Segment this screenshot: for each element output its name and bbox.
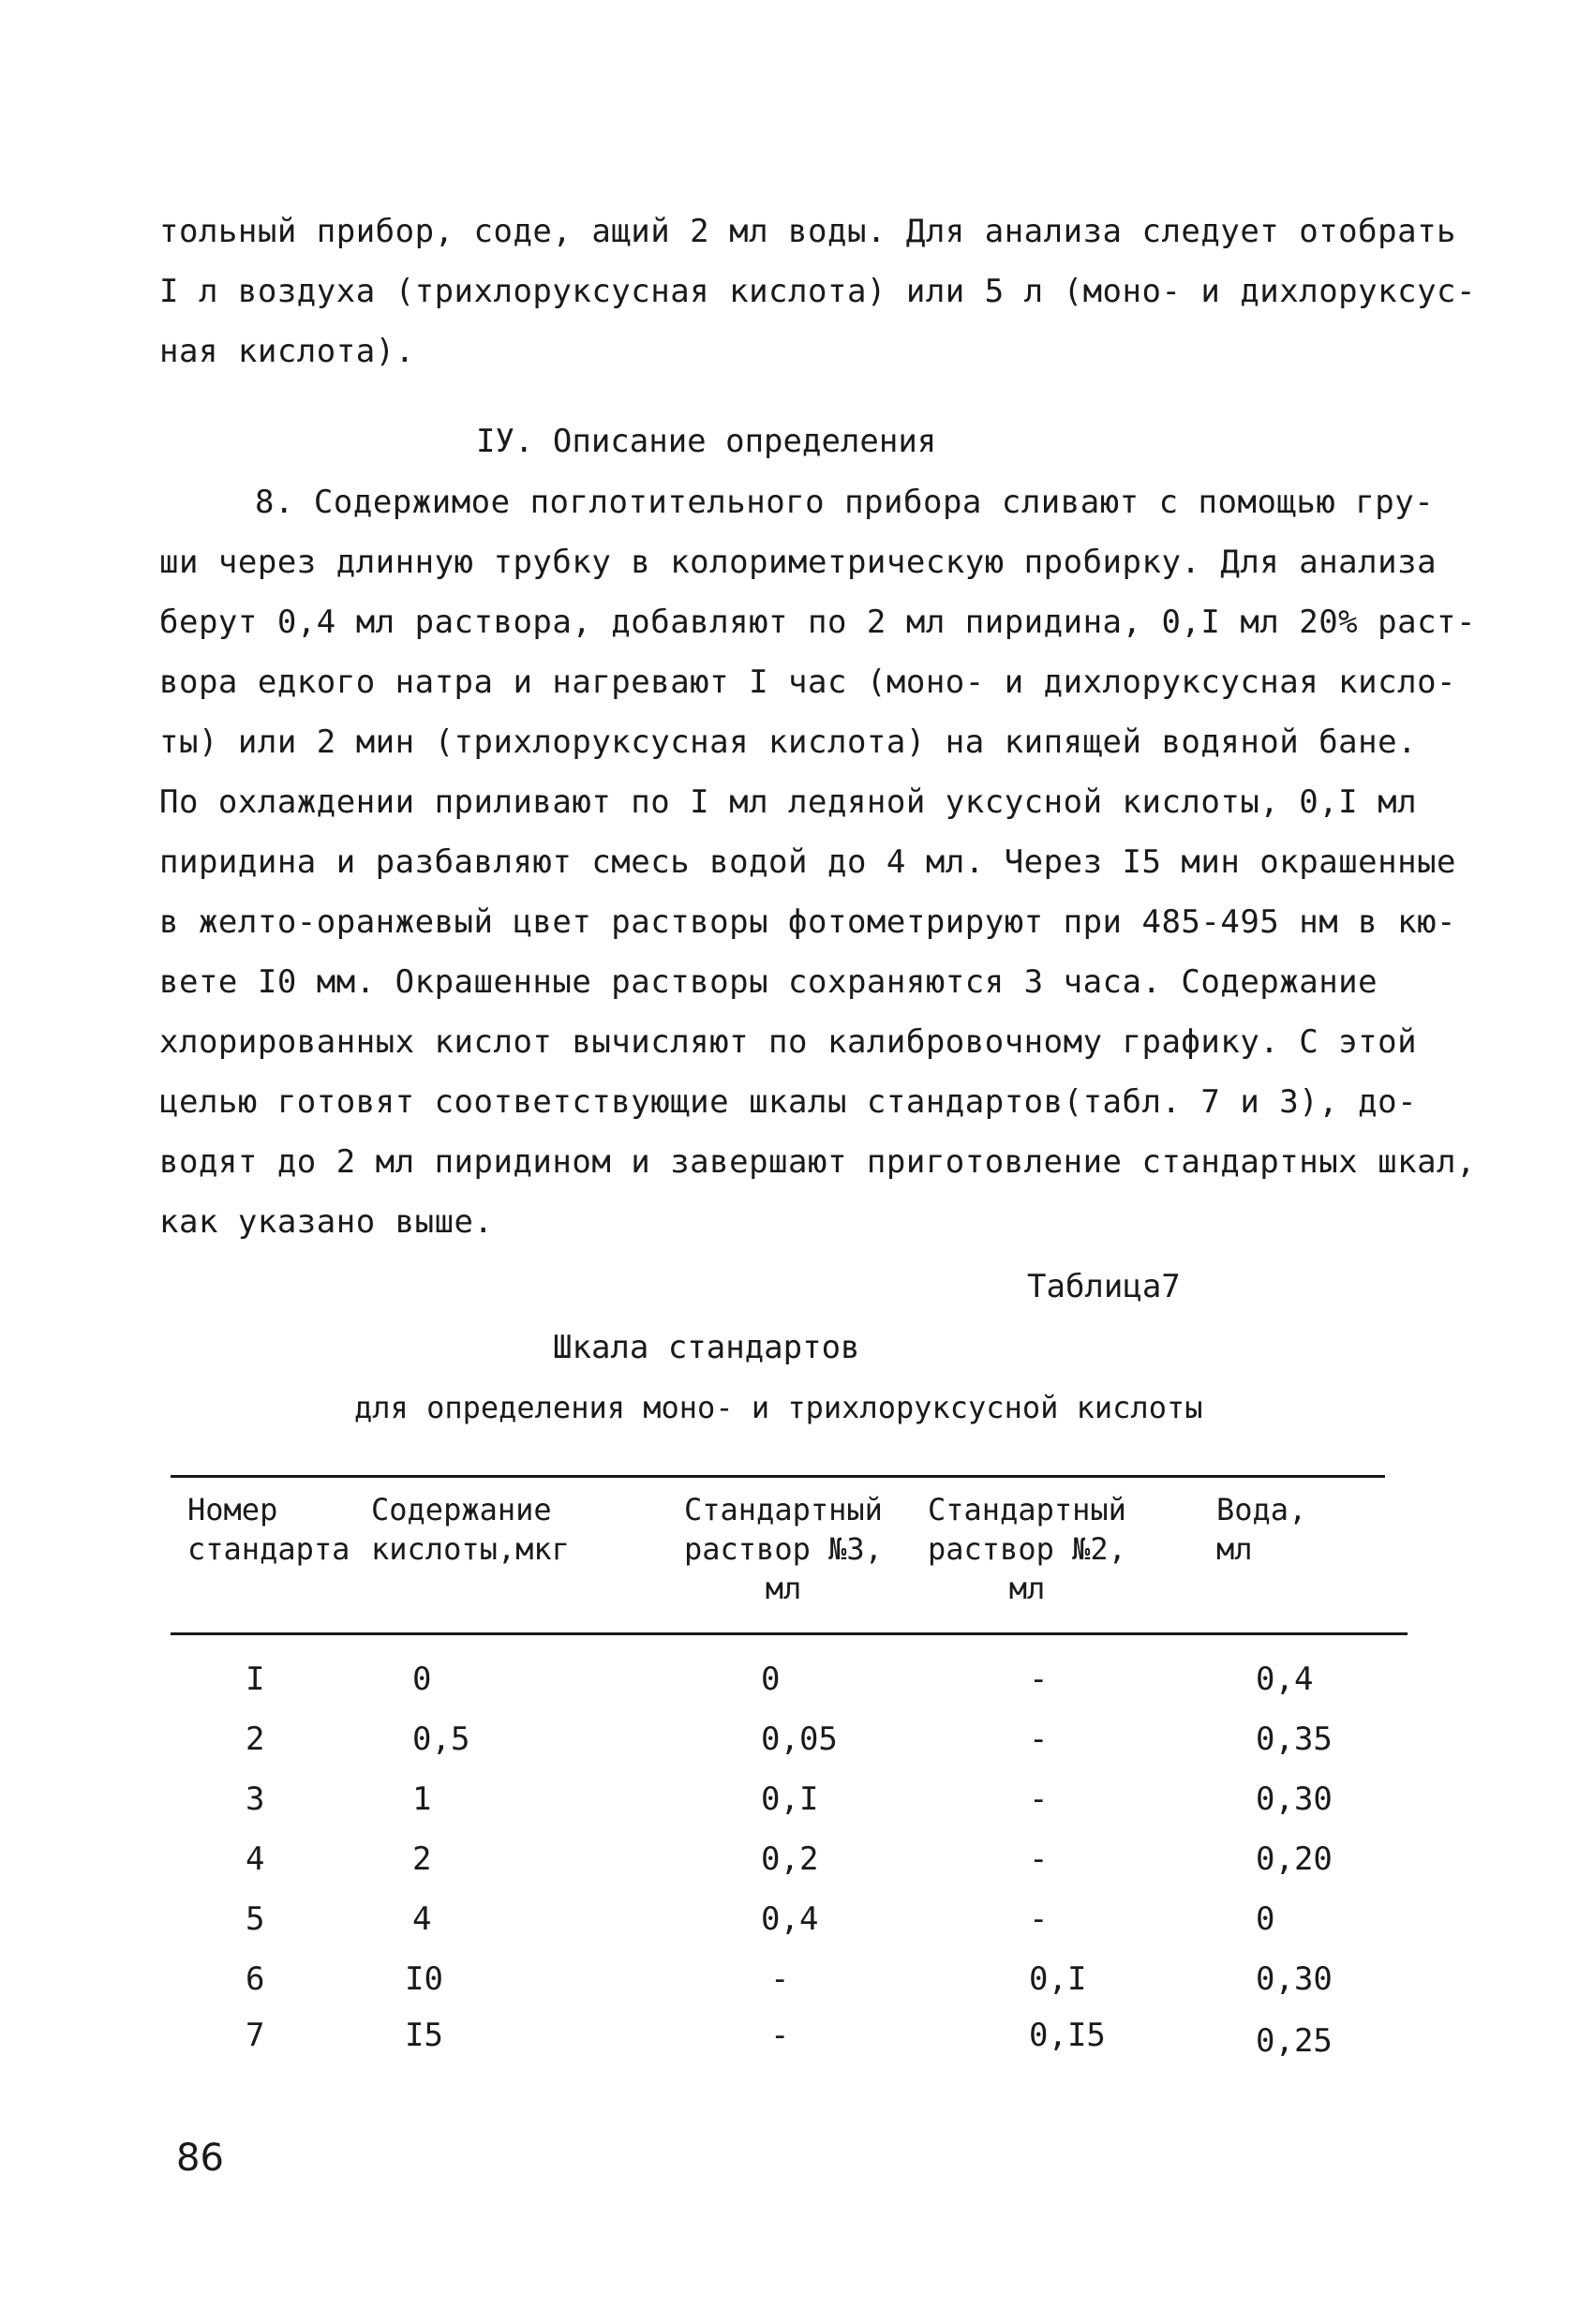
paragraph-line: водят до 2 мл пиридином и завершают приготовление стандартных шкал, [159, 1143, 1476, 1181]
paragraph-line: I л воздуха (трихлоруксусная кислота) или 5 л (моно- и дихлоруксус- [159, 273, 1476, 310]
cell-solution-2: 0,I5 [1029, 2017, 1106, 2054]
cell-number: 7 [246, 2017, 265, 2054]
cell-water: 0,4 [1256, 1661, 1314, 1698]
header-line: Стандартный [928, 1492, 1126, 1527]
header-standard-number [187, 1490, 350, 1569]
cell-acid: I0 [405, 1960, 443, 1998]
header-water [1216, 1490, 1306, 1569]
paragraph-line: пиридина и разбавляют смесь водой до 4 мл. Через I5 мин окрашенные [159, 843, 1457, 881]
paragraph-line: берут 0,4 мл раствора, добавляют по 2 мл пиридина, 0,I мл 20% раст- [159, 603, 1476, 641]
cell-solution-2: - [1029, 1721, 1049, 1758]
header-line: мл [1008, 1571, 1046, 1606]
cell-water: 0,35 [1256, 1721, 1333, 1758]
cell-number: 3 [246, 1780, 265, 1818]
paragraph-line: тольный прибор, соде, ащий 2 мл воды. Для анализа следует отобрать [159, 213, 1457, 250]
paragraph-line: хлорированных кислот вычисляют по калибровочному графику. С этой [159, 1023, 1418, 1061]
cell-solution-2: - [1029, 1661, 1049, 1698]
cell-solution-3: 0,4 [761, 1900, 819, 1938]
header-line: Вода, [1216, 1492, 1307, 1527]
header-line: раствор №2, [928, 1531, 1126, 1567]
header-line: Содержание [371, 1492, 552, 1527]
cell-number: I [246, 1661, 265, 1698]
paragraph-line: как указано выше. [159, 1203, 494, 1241]
cell-solution-3: 0,05 [761, 1721, 838, 1758]
cell-solution-2: - [1029, 1900, 1049, 1938]
header-line: раствор №3, [684, 1531, 883, 1567]
table-title: Шкала стандартов [553, 1329, 860, 1366]
cell-acid: 4 [412, 1900, 432, 1938]
cell-acid: 0,5 [412, 1721, 470, 1758]
cell-solution-2: - [1029, 1780, 1049, 1818]
paragraph-line: ты) или 2 мин (трихлоруксусная кислота) на кипящей водяной бане. [159, 723, 1418, 761]
paragraph-line: вора едкого натра и нагревают I час (моно- и дихлоруксусная кисло- [159, 663, 1457, 701]
cell-water: 0,25 [1256, 2022, 1333, 2060]
table-header-rule [171, 1632, 1408, 1635]
paragraph-line: в желто-оранжевый цвет растворы фотометрируют при 485-495 нм в кю- [159, 903, 1457, 941]
paragraph-line: По охлаждении приливают по I мл ледяной уксусной кислоты, 0,I мл [159, 783, 1418, 821]
cell-water: 0,30 [1256, 1780, 1333, 1818]
header-acid-content [371, 1490, 570, 1569]
cell-solution-3: - [770, 2017, 790, 2054]
table-label: Таблица7 [1027, 1268, 1181, 1305]
cell-number: 4 [246, 1840, 265, 1878]
cell-number: 2 [246, 1721, 265, 1758]
cell-solution-3: - [770, 1960, 790, 1998]
cell-water: 0,20 [1256, 1840, 1333, 1878]
cell-water: 0,30 [1256, 1960, 1333, 1998]
cell-acid: 1 [412, 1780, 432, 1818]
cell-acid: 0 [412, 1661, 432, 1698]
table-subtitle: для определения моно- и трихлоруксусной кислоты [354, 1390, 1203, 1425]
cell-solution-3: 0 [761, 1661, 781, 1698]
header-line: стандарта [187, 1531, 350, 1567]
cell-solution-3: 0,2 [761, 1840, 819, 1878]
header-line: Номер [187, 1492, 278, 1527]
paragraph-line: ши через длинную трубку в колориметрическую пробирку. Для анализа [159, 544, 1438, 581]
header-line: Стандартный [684, 1492, 883, 1527]
paragraph-line: целью готовят соответствующие шкалы стандартов(табл. 7 и 3), до- [159, 1083, 1418, 1121]
cell-acid: I5 [405, 2017, 443, 2054]
paragraph-line: ная кислота). [159, 333, 415, 370]
paragraph-line: вете I0 мм. Окрашенные растворы сохраняются 3 часа. Содержание [159, 963, 1378, 1001]
cell-solution-2: - [1029, 1840, 1049, 1878]
page-number: 86 [176, 2137, 224, 2180]
header-line: мл [765, 1571, 802, 1606]
table-top-rule [171, 1475, 1385, 1478]
section-heading: IУ. Описание определения [476, 423, 937, 460]
paragraph-line: 8. Содержимое поглотительного прибора сливают с помощью гру- [255, 484, 1435, 521]
cell-number: 5 [246, 1900, 265, 1938]
cell-solution-3: 0,I [761, 1780, 819, 1818]
cell-water: 0 [1256, 1900, 1275, 1938]
cell-number: 6 [246, 1960, 265, 1998]
header-line: мл [1216, 1531, 1253, 1567]
header-solution-2 [928, 1490, 1126, 1608]
header-solution-3 [684, 1490, 883, 1608]
cell-acid: 2 [412, 1840, 432, 1878]
cell-solution-2: 0,I [1029, 1960, 1087, 1998]
header-line: кислоты,мкг [371, 1531, 570, 1567]
